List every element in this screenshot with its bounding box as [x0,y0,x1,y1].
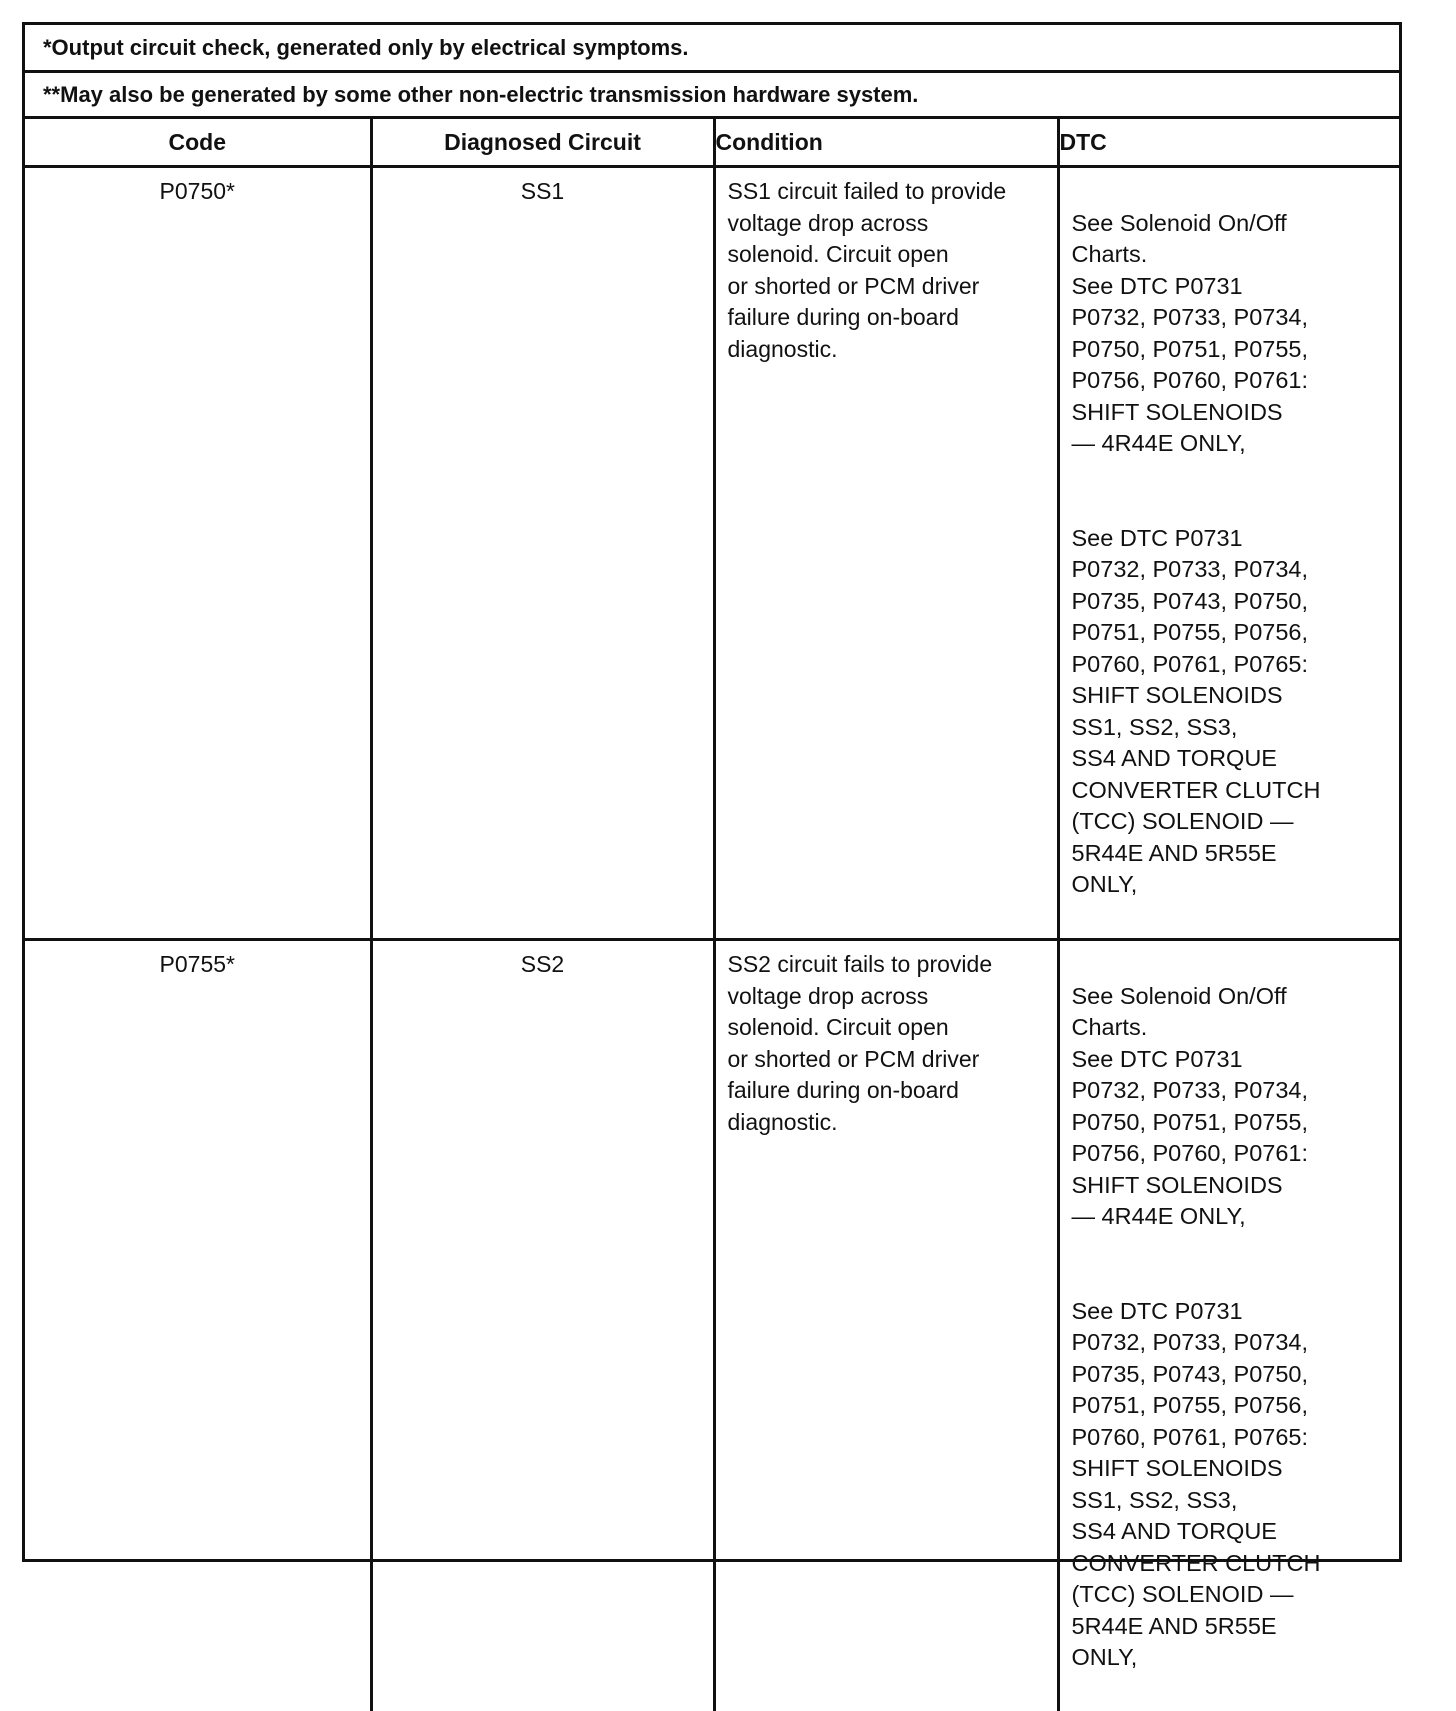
dtc-reference-4r44e: See Solenoid On/Off Charts. See DTC P0731 P0732, P0733, P0734, P0750, P0751, P0755, P0756, P0760, P0761: SHIFT SOLENOIDS — 4R44E ONLY, [1072,208,1396,460]
circuit-cell: SS1 [371,167,714,940]
dtc-table [25,119,1399,1711]
output-circuit-note: *Output circuit check, generated only by electrical symptoms. [25,25,1399,73]
header-dtc: DTC [1058,119,1399,167]
condition-cell: SS1 circuit failed to provide voltage drop across solenoid. Circuit open or shorted or PCM driver failure during on-board diagnostic. [714,167,1058,940]
header-code: Code [25,119,371,167]
code-cell: P0750* [25,167,371,940]
header-condition: Condition [714,119,1058,167]
table-row [25,940,1399,1711]
dtc-cell [1058,167,1399,940]
dtc-reference-5r44e-5r55e: See DTC P0731 P0732, P0733, P0734, P0735, P0743, P0750, P0751, P0755, P0756, P0760, P0761, P0765: SHIFT SOLENOIDS SS1, SS2, SS3, SS4 AND TORQUE CONVERTER CLUTCH (TCC) SOLENOID — 5R44E AND 5R55E ONLY, [1072,523,1396,901]
dtc-cell [1058,940,1399,1711]
dtc-reference-5r44e-5r55e: See DTC P0731 P0732, P0733, P0734, P0735, P0743, P0750, P0751, P0755, P0756, P0760, P0761, P0765: SHIFT SOLENOIDS SS1, SS2, SS3, SS4 AND TORQUE CONVERTER CLUTCH (TCC) SOLENOID — 5R44E AND 5R55E ONLY, [1072,1296,1396,1674]
table-header-row [25,119,1399,167]
header-diagnosed-circuit: Diagnosed Circuit [371,119,714,167]
code-cell: P0755* [25,940,371,1711]
dtc-document [22,22,1402,1562]
circuit-cell: SS2 [371,940,714,1711]
table-row [25,167,1399,940]
condition-cell: SS2 circuit fails to provide voltage drop across solenoid. Circuit open or shorted or PCM driver failure during on-board diagnostic. [714,940,1058,1711]
dtc-reference-4r44e: See Solenoid On/Off Charts. See DTC P0731 P0732, P0733, P0734, P0750, P0751, P0755, P0756, P0760, P0761: SHIFT SOLENOIDS — 4R44E ONLY, [1072,981,1396,1233]
non-electric-note: **May also be generated by some other non-electric transmission hardware system. [25,73,1399,119]
